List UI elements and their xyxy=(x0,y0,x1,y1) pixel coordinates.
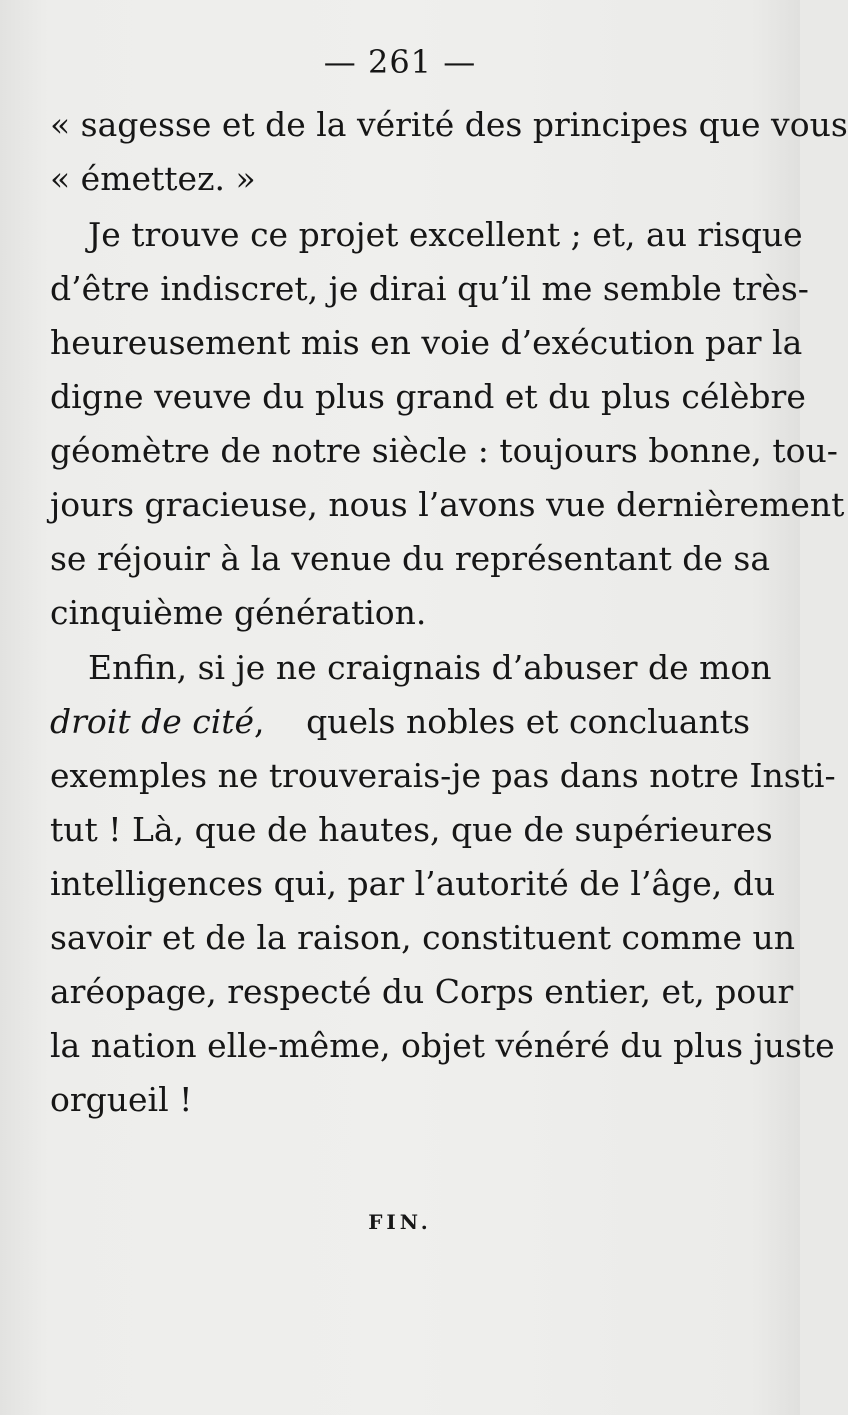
text-line-16: savoir et de la raison, constituent comme un xyxy=(50,918,795,957)
text-line-5: heureusement mis en voie d’exécution par la xyxy=(50,323,803,362)
text-line-3: Je trouve ce projet excellent ; et, au risque xyxy=(88,215,803,254)
line-12-rest: quels nobles et concluants xyxy=(306,702,750,741)
text-line-11: Enfin, si je ne craignais d’abuser de mon xyxy=(88,648,772,687)
italic-phrase: droit de cité xyxy=(50,702,255,741)
line-12-comma: , xyxy=(254,702,265,741)
text-line-14: tut ! Là, que de hautes, que de supérieures xyxy=(50,810,773,849)
text-line-4: d’être indiscret, je dirai qu’il me semble très- xyxy=(50,269,809,308)
text-line-2: « émettez. » xyxy=(50,159,256,198)
text-line-17: aréopage, respecté du Corps entier, et, pour xyxy=(50,972,794,1011)
text-line-8: jours gracieuse, nous l’avons vue dernièrement xyxy=(50,485,845,524)
text-line-10: cinquième génération. xyxy=(50,593,427,632)
text-line-7: géomètre de notre siècle : toujours bonne, tou- xyxy=(50,431,838,470)
text-line-15: intelligences qui, par l’autorité de l’âge, du xyxy=(50,864,776,903)
text-line-19: orgueil ! xyxy=(50,1080,193,1119)
end-mark: FIN. xyxy=(368,1210,432,1234)
text-line-13: exemples ne trouverais-je pas dans notre Insti- xyxy=(50,756,836,795)
page-number: — 261 — xyxy=(323,43,477,81)
text-line-18: la nation elle-même, objet vénéré du plus juste xyxy=(50,1026,835,1065)
text-line-1: « sagesse et de la vérité des principes que vous xyxy=(50,105,848,144)
text-line-9: se réjouir à la venue du représentant de sa xyxy=(50,539,771,578)
text-line-6: digne veuve du plus grand et du plus célèbre xyxy=(50,377,806,416)
text-line-12 xyxy=(50,695,750,749)
